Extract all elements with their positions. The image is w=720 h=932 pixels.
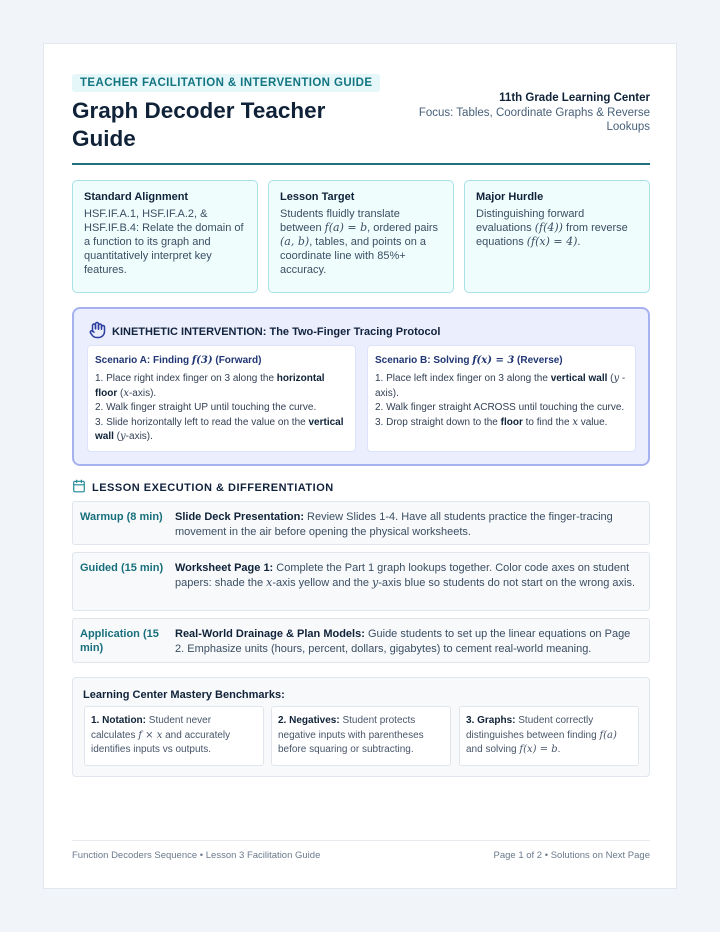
row-time: Guided (15 min) <box>80 562 164 574</box>
text-part: value. <box>577 416 608 428</box>
text-part: to find the <box>522 416 573 428</box>
text-part: Students fluidly translate between <box>280 208 400 234</box>
text-part: Complete the Part 1 graph lookups together. Color code axes on student papers: shade the <box>175 562 630 589</box>
lesson-row-guided <box>72 552 650 611</box>
bold-term: Slide Deck Presentation: <box>175 511 304 523</box>
text-part: ( <box>607 373 614 384</box>
card-text: HSF.IF.A.1, HSF.IF.A.2, & HSF.IF.B.4: Relate the domain of a function to its graph and quantitatively interpret key features. <box>84 208 244 276</box>
card-title: Standard Alignment <box>84 191 189 203</box>
row-description <box>175 561 640 590</box>
row-time: Warmup (8 min) <box>80 511 163 523</box>
page-footer <box>72 840 650 861</box>
scenario-step-3 <box>375 416 628 431</box>
scenario-step-2: 2. Walk finger straight ACROSS until touching the curve. <box>375 402 625 413</box>
scenario-a-card <box>87 345 356 452</box>
footer-right: Page 1 of 2 • Solutions on Next Page <box>493 850 650 861</box>
text-part: -axis). <box>128 387 157 399</box>
benchmarks-title: Learning Center Mastery Benchmarks: <box>83 689 285 701</box>
scenario-title <box>95 355 348 366</box>
bold-term: 1. Notation: <box>91 715 146 726</box>
text-part: Student correctly distinguishes between finding <box>466 715 600 741</box>
text-part: Distinguishing forward evaluations <box>476 208 585 234</box>
math-expression: f(a) <box>599 729 617 741</box>
footer-left: Function Decoders Sequence • Lesson 3 Facilitation Guide <box>72 850 321 861</box>
page-title: Graph Decoder Teacher Guide <box>72 98 326 151</box>
math-variable: x <box>123 387 129 399</box>
scenario-step-1 <box>375 372 628 401</box>
header-meta <box>410 91 650 135</box>
math-expression: f × x <box>138 729 163 741</box>
text-part: Scenario A: Finding <box>95 355 192 366</box>
text-part: Review Slides 1-4. Have all students practice the finger-tracing movement in the air before opening the physical worksheets. <box>175 511 613 538</box>
math-expression: (a, b) <box>280 235 310 248</box>
benchmark-notation <box>84 706 264 766</box>
scenario-step-1 <box>95 372 348 401</box>
text-part: -axis yellow and the <box>272 576 373 589</box>
math-variable: y <box>372 575 379 589</box>
text-part: from reverse equations <box>476 222 628 248</box>
benchmark-negatives <box>271 706 451 766</box>
text-part: Student never calculates <box>91 715 212 741</box>
text-part: ( <box>117 387 124 399</box>
guide-page <box>43 43 677 889</box>
card-text <box>476 207 638 249</box>
row-time: Application (15 min) <box>80 628 159 654</box>
bold-term: 3. Graphs: <box>466 715 516 726</box>
bold-term: horizontal floor <box>95 373 325 399</box>
scenario-step-3 <box>95 416 348 445</box>
math-variable: y <box>613 373 620 384</box>
bold-term: vertical wall <box>550 373 608 384</box>
card-title: Lesson Target <box>280 191 355 203</box>
bold-term: floor <box>500 416 523 428</box>
text-part: -axis). <box>375 373 626 399</box>
math-expression: f(3) <box>191 355 213 366</box>
standard-alignment-card <box>72 180 258 293</box>
major-hurdle-card <box>464 180 650 293</box>
overview-cards <box>72 180 650 293</box>
text-part: Guide students to set up the linear equations on Page 2. Emphasize units (hours, percent, dollars, gigabytes) to cement real-world meaning. <box>175 628 631 655</box>
benchmarks-panel <box>72 677 650 777</box>
text-part: 1. Place right index finger on 3 along the <box>95 373 277 384</box>
text-part: , tables, and points on a coordinate line with 85%+ accuracy. <box>280 236 426 276</box>
scenario-title <box>375 355 628 366</box>
text-part: Student protects negative inputs with parentheses before squaring or subtracting. <box>278 715 424 755</box>
text-part: . <box>577 236 581 248</box>
text-part: ( <box>113 431 121 442</box>
card-text <box>280 207 442 277</box>
lesson-section-heading <box>72 479 334 496</box>
center-label: 11th Grade Learning Center <box>499 92 650 104</box>
math-variable: x <box>572 416 578 428</box>
row-description <box>175 627 640 656</box>
text-part: (Forward) <box>212 355 262 366</box>
text-part: -axis blue so students do not start on the wrong axis. <box>378 576 636 589</box>
text-part: 1. Place left index finger on 3 along the <box>375 373 551 384</box>
math-expression: (f(x) = 4) <box>526 235 578 248</box>
scenario-b-card <box>367 345 636 452</box>
guide-tag: TEACHER FACILITATION & INTERVENTION GUIDE <box>72 74 380 92</box>
bold-term: vertical wall <box>95 416 344 442</box>
text-part: . <box>557 744 561 755</box>
math-expression: f(a) = b <box>324 221 368 234</box>
math-expression: f(x) = b <box>519 744 558 755</box>
lesson-row-application <box>72 618 650 663</box>
math-variable: y <box>120 431 126 442</box>
intervention-title: KINETHETIC INTERVENTION: The Two-Finger Tracing Protocol <box>112 325 441 338</box>
text-part: (Reverse) <box>514 355 563 366</box>
bold-term: 2. Negatives: <box>278 715 340 726</box>
text-part: , ordered pairs <box>367 222 439 234</box>
math-variable: x <box>266 575 273 589</box>
bold-term: Real-World Drainage & Plan Models: <box>175 628 365 640</box>
bold-term: Worksheet Page 1: <box>175 562 274 574</box>
math-expression: f(x) = 3 <box>472 355 515 366</box>
lesson-target-card <box>268 180 454 293</box>
hand-icon <box>88 321 106 342</box>
page-header <box>72 74 650 165</box>
text-part: -axis). <box>125 431 153 442</box>
lesson-row-warmup <box>72 501 650 545</box>
text-part: and accurately identifies inputs vs outputs. <box>91 729 231 755</box>
text-part: and solving <box>466 744 520 755</box>
row-description <box>175 510 640 539</box>
scenario-step-2: 2. Walk finger straight UP until touching the curve. <box>95 402 317 413</box>
text-part: Scenario B: Solving <box>375 355 473 366</box>
card-title: Major Hurdle <box>476 191 544 203</box>
intervention-panel <box>72 307 650 466</box>
section-title: LESSON EXECUTION & DIFFERENTIATION <box>92 481 334 494</box>
focus-label: Focus: Tables, Coordinate Graphs & Reverse Lookups <box>418 106 650 133</box>
math-expression: (f(4)) <box>534 221 563 234</box>
intervention-heading <box>88 321 440 342</box>
text-part: 3. Slide horizontally left to read the value on the <box>95 416 309 428</box>
text-part: 3. Drop straight down to the <box>375 416 501 428</box>
benchmark-graphs <box>459 706 639 766</box>
calendar-icon <box>72 479 86 496</box>
